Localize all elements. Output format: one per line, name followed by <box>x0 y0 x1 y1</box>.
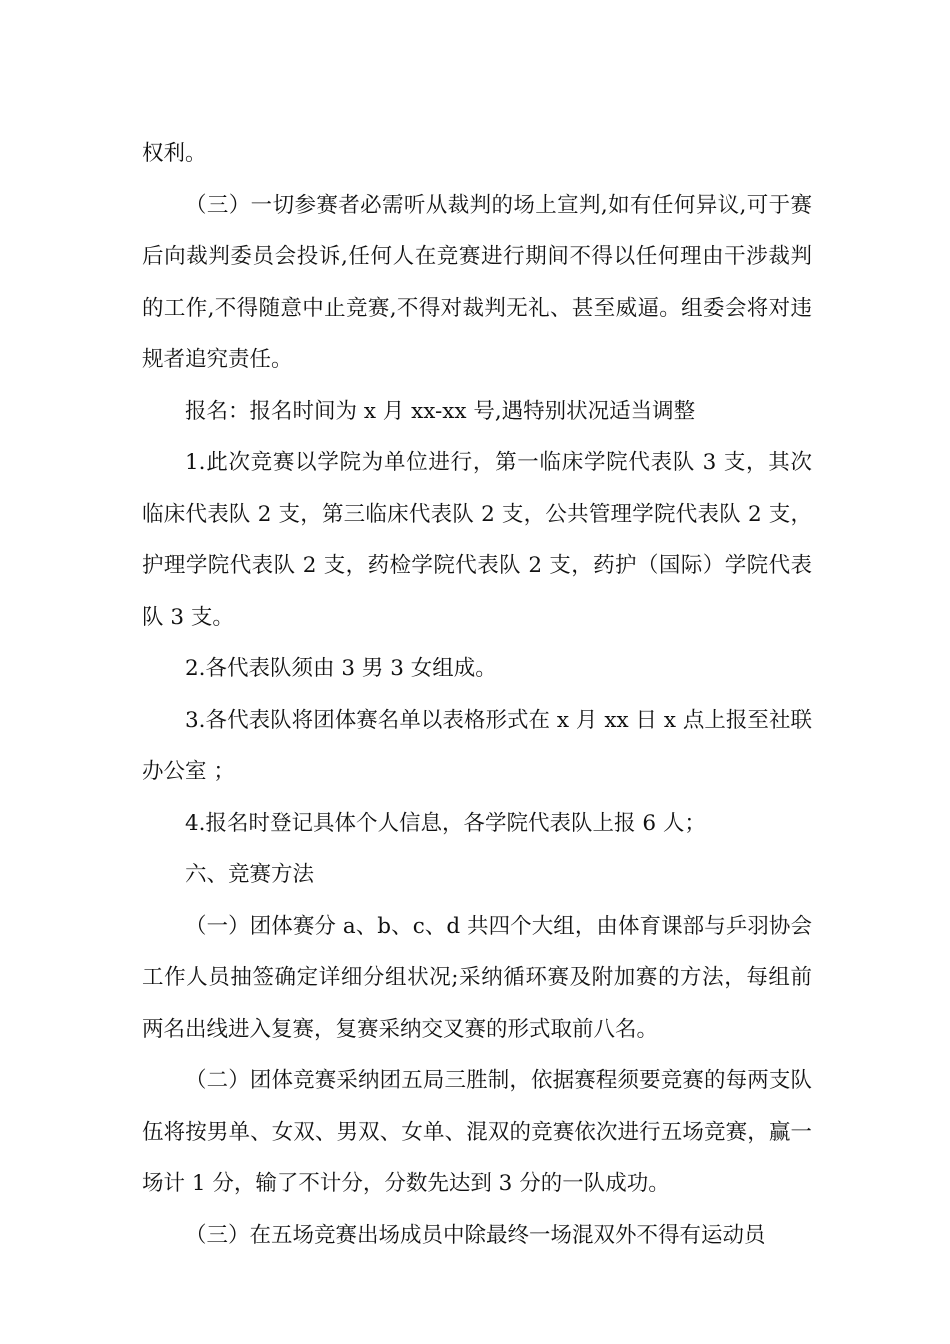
paragraph-11: （三）在五场竞赛出场成员中除最终一场混双外不得有运动员 <box>185 1222 766 1248</box>
paragraph-5: 2.各代表队须由 3 男 3 女组成。 <box>185 656 497 681</box>
paragraph-6: 3.各代表队将团体赛名单以表格形式在 x 月 xx 日 x 点上报至社联办公室 ； <box>142 707 812 784</box>
document-body <box>142 128 812 1261</box>
paragraph-10: （二）团体竞赛采纳团五局三胜制，依据赛程须要竞赛的每两支队伍将按男单、女双、男双、女单、混双的竞赛依次进行五场竞赛，赢一场计 1 分，输了不计分，分数先达到 3 分的一队成功。 <box>142 1068 812 1196</box>
section-heading: 六、竞赛方法 <box>185 862 315 887</box>
paragraph-7: 4.报名时登记具体个人信息，各学院代表队上报 6 人； <box>185 810 706 836</box>
paragraph-9: （一）团体赛分 a、b、c、d 共四个大组，由体育课部与乒羽协会工作人员抽签确定详细分组状况;采纳循环赛及附加赛的方法，每组前两名出线进入复赛，复赛采纳交叉赛的形式取前八名。 <box>142 913 812 1042</box>
paragraph-2: （三）一切参赛者必需听从裁判的场上宣判,如有任何异议,可于赛后向裁判委员会投诉,任何人在竞赛进行期间不得以任何理由干涉裁判的工作,不得随意中止竞赛,不得对裁判无礼、甚至威逼。组委会将对违规者追究责任。 <box>142 192 812 372</box>
paragraph-3: 报名：报名时间为 x 月 xx-xx 号,遇特别状况适当调整 <box>185 398 696 424</box>
paragraph-4: 1.此次竞赛以学院为单位进行，第一临床学院代表队 3 支，其次临床代表队 2 支，第三临床代表队 2 支，公共管理学院代表队 2 支，护理学院代表队 2 支，药检学院代表队 2 支，药护（国际）学院代表队 3 支。 <box>142 450 812 630</box>
paragraph-1: 权利。 <box>142 141 207 166</box>
